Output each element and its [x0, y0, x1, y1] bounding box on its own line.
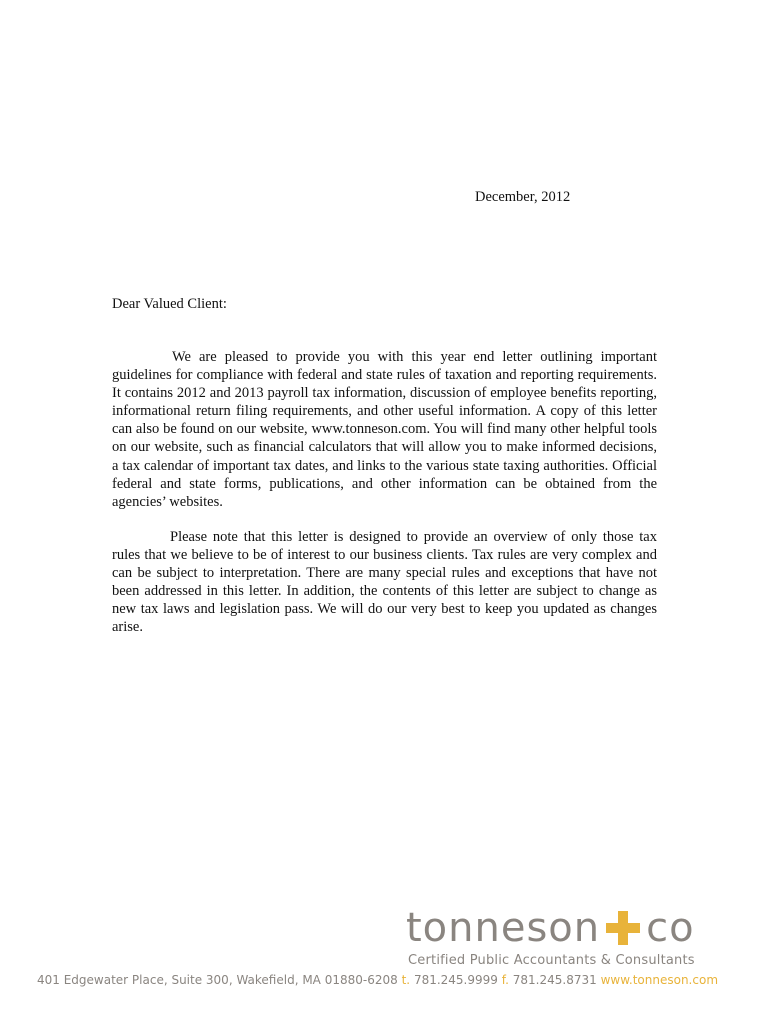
phone-prefix: t.: [401, 973, 411, 987]
footer-fax: 781.245.8731: [512, 973, 597, 987]
plus-icon: [606, 911, 640, 945]
footer-contact: [37, 973, 718, 987]
company-logo: [406, 905, 695, 951]
body-paragraph-2: Please note that this letter is designed to provide an overview of only those tax rules that we believe to be of interest to our business clients. Tax rules are very complex and can be subject to interpretation. There are many special rules and exceptions that have not been addressed in this letter. In addition, the contents of this letter are subject to change as new tax laws and legislation pass. We will do our very best to keep you updated as changes arise.: [112, 529, 657, 636]
footer-website[interactable]: www.tonneson.com: [600, 973, 719, 987]
fax-prefix: f.: [501, 973, 509, 987]
salutation: Dear Valued Client:: [112, 296, 227, 312]
company-tagline: Certified Public Accountants & Consultants: [408, 953, 695, 968]
footer-phone: 781.245.9999: [413, 973, 498, 987]
body-paragraph-1: We are pleased to provide you with this year end letter outlining important guidelines for compliance with federal and state rules of taxation and reporting requirements. It contains 2012 and 2013 payroll tax information, discussion of employee benefits reporting, informational return filing requirements, and other useful information. A copy of this letter can also be found on our website, www.tonneson.com. You will find many other helpful tools on our website, such as financial calculators that will allow you to make informed decisions, a tax calendar of important tax dates, and links to the various state taxing authorities. Official federal and state forms, publications, and other information can be obtained from the agencies’ websites.: [112, 349, 657, 510]
footer-address: 401 Edgewater Place, Suite 300, Wakefield, MA 01880-6208: [37, 973, 398, 987]
letter-date: December, 2012: [475, 189, 571, 205]
logo-text-right: co: [646, 905, 695, 951]
logo-text-left: tonneson: [406, 905, 601, 951]
